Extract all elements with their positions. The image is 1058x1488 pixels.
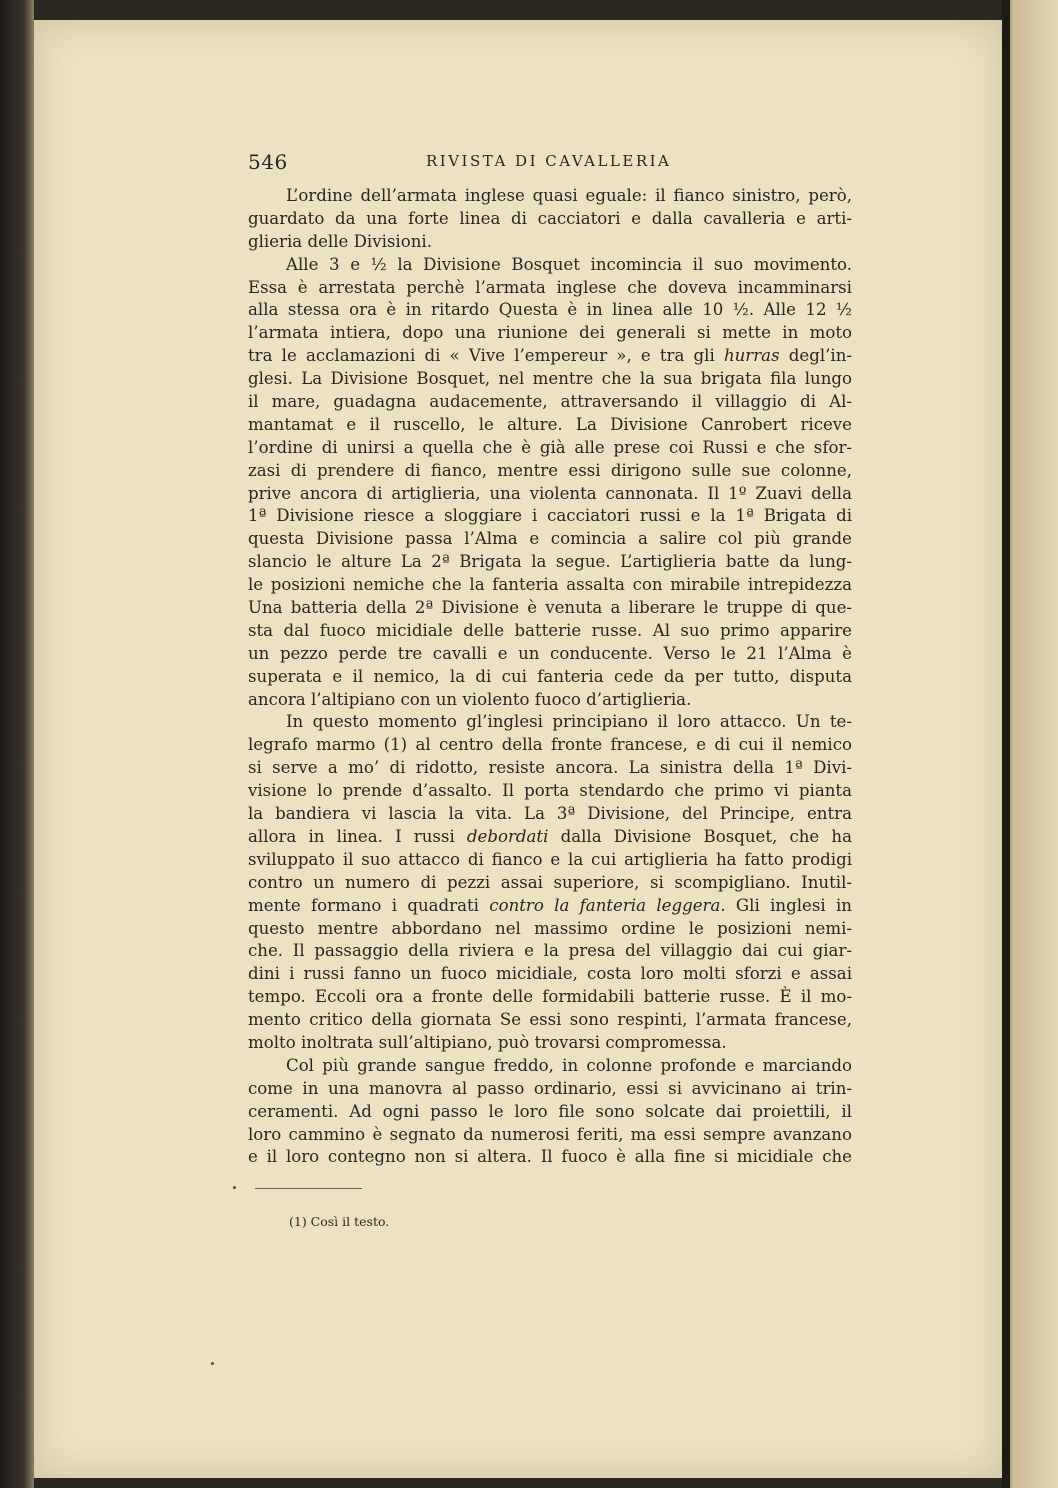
text-line: Alle 3 e ½ la Divisione Bosquet incomincia il suo movimento.: [286, 254, 852, 274]
text-line: zasi di prendere di fianco, mentre essi dirigono sulle sue colonne,: [248, 460, 852, 480]
text-line: legrafo marmo (1) al centro della fronte francese, e di cui il nemico: [248, 735, 852, 755]
text-line: tra le acclamazioni di « Vive l’empereur », e tra gli hurras degl’in-: [248, 346, 853, 366]
text-line: ceramenti. Ad ogni passo le loro file sono solcate dai proiettili, il: [248, 1101, 852, 1121]
text-line: molto inoltrata sull’altipiano, può trovarsi compromessa.: [248, 1032, 727, 1052]
text-line: ancora l’altipiano con un violento fuoco d’artiglieria.: [248, 689, 692, 709]
text-line: il mare, guadagna audacemente, attraversando il villaggio di Al-: [248, 392, 852, 412]
text-line: L’ordine dell’armata inglese quasi eguale: il fianco sinistro, però,: [286, 186, 852, 205]
text-line: e il loro contegno non si altera. Il fuoco è alla fine si micidiale che: [248, 1147, 852, 1167]
text-line: la bandiera vi lascia la vita. La 3ª Divisione, del Principe, entra: [248, 804, 852, 824]
page-number: 546: [248, 150, 288, 174]
scan-margin: [0, 0, 34, 1488]
footnote: (1) Così il testo.: [289, 1214, 390, 1229]
page-header: [248, 150, 852, 174]
text-line: un pezzo perde tre cavalli e un conducente. Verso le 21 l’Alma è: [248, 643, 852, 663]
text-line: sta dal fuoco micidiale delle batterie russe. Al suo primo apparire: [248, 620, 852, 640]
text-line: che. Il passaggio della riviera e la presa del villaggio dai cui giar-: [248, 941, 852, 961]
text-line: Essa è arrestata perchè l’armata inglese che doveva incamminarsi: [248, 277, 852, 297]
text-line: allora in linea. I russi debordati dalla Divisione Bosquet, che ha: [248, 826, 852, 846]
text-line: dini i russi fanno un fuoco micidiale, costa loro molti sforzi e assai: [248, 964, 852, 984]
paper-speck: [211, 1362, 214, 1365]
text-line: le posizioni nemiche che la fanteria assalta con mirabile intrepidezza: [248, 575, 852, 595]
text-line: mente formano i quadrati contro la fanteria leggera. Gli inglesi in: [248, 895, 852, 915]
text-line: loro cammino è segnato da numerosi feriti, ma essi sempre avanzano: [248, 1124, 852, 1144]
text-line: alla stessa ora è in ritardo Questa è in linea alle 10 ½. Alle 12 ½: [248, 300, 852, 320]
paper-speck: [233, 1186, 236, 1189]
body-text: [248, 185, 852, 1169]
text-line: questa Divisione passa l’Alma e comincia a salire col più grande: [248, 529, 852, 549]
text-line: questo mentre abbordano nel massimo ordine le posizioni nemi-: [248, 918, 852, 938]
text-line: In questo momento gl’inglesi principiano il loro attacco. Un te-: [286, 712, 852, 732]
text-line: slancio le alture La 2ª Brigata la segue. L’artiglieria batte da lung-: [248, 552, 852, 572]
text-line: si serve a mo’ di ridotto, resiste ancora. La sinistra della 1ª Divi-: [248, 758, 852, 778]
text-line: contro un numero di pezzi assai superiore, si scompigliano. Inutil-: [248, 872, 852, 892]
text-line: 1ª Divisione riesce a sloggiare i cacciatori russi e la 1ª Brigata di: [248, 506, 852, 526]
text-line: tempo. Eccoli ora a fronte delle formidabili batterie russe. È il mo-: [248, 987, 852, 1007]
text-line: superata e il nemico, la di cui fanteria cede da per tutto, disputa: [248, 666, 852, 686]
text-line: mantamat e il ruscello, le alture. La Divisione Canrobert riceve: [248, 414, 852, 434]
text-line: glieria delle Divisioni.: [248, 231, 432, 251]
book-gutter: [1002, 0, 1010, 1488]
text-line: visione lo prende d’assalto. Il porta stendardo che primo vi pianta: [248, 781, 852, 801]
text-line: l’armata intiera, dopo una riunione dei generali si mette in moto: [248, 323, 852, 343]
text-line: come in una manovra al passo ordinario, essi si avvicinano ai trin-: [248, 1078, 852, 1098]
running-title: RIVISTA DI CAVALLERIA: [426, 152, 672, 170]
text-line: prive ancora di artiglieria, una violenta cannonata. Il 1º Zuavi della: [248, 483, 852, 503]
text-line: sviluppato il suo attacco di fianco e la cui artiglieria ha fatto prodigi: [248, 849, 852, 869]
footnote-divider: [255, 1188, 362, 1189]
facing-page-edge: [1002, 0, 1058, 1488]
text-line: Una batteria della 2ª Divisione è venuta a liberare le truppe di que-: [248, 598, 852, 618]
text-line: glesi. La Divisione Bosquet, nel mentre che la sua brigata fila lungo: [248, 369, 852, 389]
text-line: Col più grande sangue freddo, in colonne profonde e marciando: [286, 1055, 852, 1075]
text-line: guardato da una forte linea di cacciatori e dalla cavalleria e arti-: [248, 208, 852, 228]
text-line: mento critico della giornata Se essi sono respinti, l’armata francese,: [248, 1010, 852, 1030]
text-line: l’ordine di unirsi a quella che è già alle prese coi Russi e che sfor-: [248, 437, 852, 457]
